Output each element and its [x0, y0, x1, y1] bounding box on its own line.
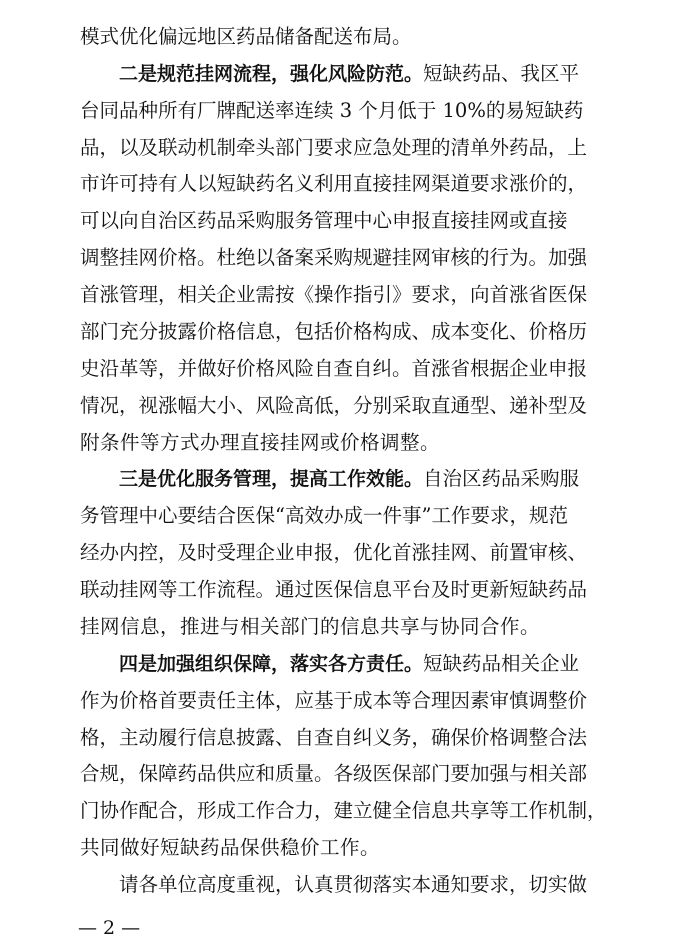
text-span: 共同做好短缺药品保供稳价工作。 [80, 836, 381, 859]
text-span: 情况，视涨幅大小、风险高低，分别采取直通型、递补型及 [80, 394, 588, 417]
text-line [80, 206, 568, 236]
text-line [80, 833, 380, 863]
text-line [80, 243, 587, 273]
text-line [80, 391, 587, 421]
text-span: 短缺药品相关企业 [423, 652, 580, 675]
text-line [80, 759, 587, 789]
text-line [80, 96, 583, 126]
text-line [80, 723, 587, 753]
text-line [80, 538, 587, 568]
text-line [80, 317, 587, 347]
section-heading-3: 三是优化服务管理，提高工作效能。 [119, 468, 424, 490]
text-span: 市许可持有人以短缺药名义利用直接挂网渠道要求涨价的， [80, 172, 588, 195]
text-span: 品，以及联动机制牵头部门要求应急处理的清单外药品，上 [80, 136, 588, 159]
text-span: 门协作配合，形成工作合力，建立健全信息共享等工作机制， [80, 799, 607, 822]
text-span: 可以向自治区药品采购服务管理中心申报直接挂网或直接 [80, 209, 568, 232]
text-span: 经办内控，及时受理企业申报，优化首涨挂网、前置审核、 [80, 541, 588, 564]
text-span: 短缺药品、我区平 [423, 62, 580, 85]
text-span: 台同品种所有厂牌配送率连续 3 个月低于 10%的易短缺药 [80, 99, 584, 122]
text-span: 模式优化偏远地区药品储备配送布局。 [80, 25, 412, 48]
text-span: 挂网信息，推进与相关部门的信息共享与协同合作。 [80, 615, 541, 638]
text-span: 史沿革等，并做好价格风险自查自纠。首涨省根据企业申报 [80, 357, 588, 380]
text-span: 调整挂网价格。杜绝以备案采购规避挂网审核的行为。加强 [80, 246, 588, 269]
text-span: 部门充分披露价格信息，包括价格构成、成本变化、价格历 [80, 320, 588, 343]
text-line [80, 796, 607, 826]
text-line [80, 575, 587, 605]
text-span: 请各单位高度重视，认真贯彻落实本通知要求，切实做 [119, 873, 588, 896]
text-line [119, 870, 587, 900]
text-line [80, 280, 587, 310]
section-heading-4: 四是加强组织保障，落实各方责任。 [119, 653, 424, 675]
text-line [80, 686, 587, 716]
text-line [80, 133, 587, 163]
text-span: 首涨管理，相关企业需按《操作指引》要求，向首涨省医保 [80, 283, 588, 306]
text-span: 联动挂网等工作流程。通过医保信息平台及时更新短缺药品 [80, 578, 588, 601]
paragraph-heading-line [119, 464, 579, 494]
paragraph-heading-line [119, 649, 579, 679]
text-span: 附条件等方式办理直接挂网或价格调整。 [80, 431, 441, 454]
text-span: 务管理中心要结合医保“高效办成一件事”工作要求，规范 [80, 504, 568, 527]
text-line [80, 354, 587, 384]
text-span: 自治区药品采购服 [423, 467, 580, 490]
text-span: 作为价格首要责任主体，应基于成本等合理因素审慎调整价 [80, 689, 588, 712]
paragraph-heading-line [119, 59, 579, 89]
text-span: 格，主动履行信息披露、自查自纠义务，确保价格调整合法 [80, 726, 588, 749]
text-line [80, 428, 440, 458]
text-line [80, 612, 540, 642]
section-heading-2: 二是规范挂网流程，强化风险防范。 [119, 63, 424, 85]
text-span: 合规，保障药品供应和质量。各级医保部门要加强与相关部 [80, 762, 588, 785]
page-number: — 2 — [78, 917, 141, 939]
text-line [80, 22, 412, 52]
text-line [80, 501, 568, 531]
text-line [80, 169, 587, 199]
